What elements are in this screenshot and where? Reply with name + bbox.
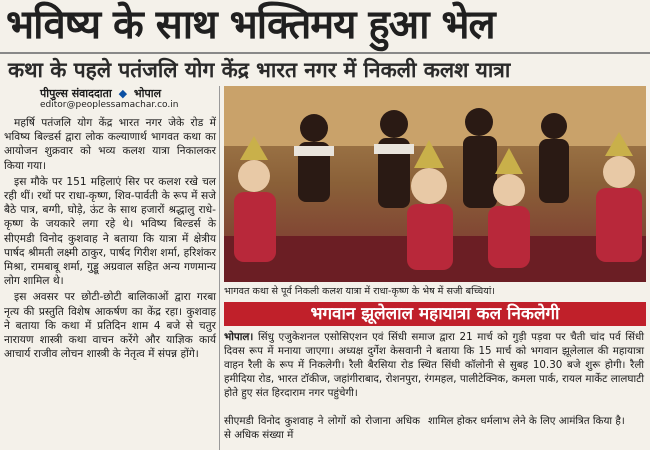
byline-city: भोपाल bbox=[133, 87, 162, 100]
paragraph: सिंधु एजुकेशनल एसोसिएशन एवं सिंधी समाज द्वारा 21 मार्च को गुड़ी पड़वा पर चैती चांद पर्व सिंधी दिवस रूप में मनाया जाएगा। अध्यक्ष दुर्गेश केसवानी ने बताया कि 15 मार्च को भगवान झूलेलाल की महायात्रा वाहन रैली के रूप में निकलेगी। रैली बैरसिया रोड स्थित सिंधी कॉलोनी से सुबह 10.30 बजे शुरू होगी। रैली हमीदिया रोड, भारत टॉकीज, जहांगीराबाद, रोशनपुरा, रंगमहल, पालीटेक्निक, कमला पार्क, रायल मार्केट लालघाटी होते हुए संत हिरदाराम नगर पहुंचेगी। bbox=[224, 331, 644, 399]
byline-reporter: पीपुल्स संवाददाता bbox=[40, 87, 112, 100]
subheadline: कथा के पहले पतंजलि योग केंद्र भारत नगर में निकली कलश यात्रा bbox=[8, 58, 511, 82]
headline-rule bbox=[0, 52, 650, 54]
paragraph: महर्षि पतंजलि योग केंद्र भारत नगर जेके रोड में भविष्य बिल्डर्स द्वारा लोक कल्याणार्थ भागवत कथा का आयोजन शुक्रवार को भव्य कलश यात्रा निकालकर किया गया। bbox=[4, 117, 216, 172]
dateline: भोपाल। bbox=[224, 331, 254, 343]
photo-caption: भागवत कथा से पूर्व निकली कलश यात्रा में राधा-कृष्ण के भेष में सजी बच्चियां। bbox=[224, 286, 495, 297]
byline-email[interactable]: editor@peoplessamachar.co.in bbox=[40, 100, 179, 110]
article-left-column bbox=[4, 116, 216, 450]
paragraph: इस मौके पर 151 महिलाएं सिर पर कलश रखे चल रही थीं। रथों पर राधा-कृष्ण, शिव-पार्वती के रूप में सजे बैठे पात्र, बग्गी, घोड़े, ऊंट के साथ हजारों श्रद्धालु राधे-कृष्ण के जयकारे लगा रहे थे। भविष्य बिल्डर्स के सीएमडी विनोद कुशवाह ने बताया कि यात्रा में क्षेत्रीय पार्षद श्रीमती लक्ष्मी ठाकुर, पार्षद गिरीश शर्मा, हरिशंकर मिश्रा, रामबाबू शर्मा, गुड्डू अग्रवाल सहित अन्य गणमान्य लोग शामिल थे। bbox=[4, 175, 216, 288]
headline: भविष्य के साथ भक्तिमय हुआ भेल bbox=[6, 2, 495, 48]
bullet-icon: ◆ bbox=[118, 87, 128, 100]
article-right-column bbox=[224, 330, 644, 410]
event-photo-illustration bbox=[224, 86, 646, 282]
article-continuation-a: सीएमडी विनोद कुशवाह ने लोगों को रोजाना अधिक से अधिक संख्या में bbox=[224, 415, 420, 441]
secondary-headline-banner: भगवान झूलेलाल महायात्रा कल निकलेगी bbox=[224, 302, 646, 326]
byline bbox=[40, 86, 161, 101]
event-photo bbox=[224, 86, 646, 282]
paragraph: इस अवसर पर छोटी-छोटी बालिकाओं द्वारा गरबा नृत्य की प्रस्तुति विशेष आकर्षण का केंद्र रहा। कुशवाह ने बताया कि कथा में प्रतिदिन शाम 4 बजे से चतुर नारायण शास्त्री कथा वाचन करेंगे और याज्ञिक कार्य आचार्य राजीव लोचन शास्त्री के नेतृत्व में संपन्न होंगे। bbox=[4, 291, 216, 361]
article-continuation-b: शामिल होकर धर्मलाभ लेने के लिए आमंत्रित किया है। bbox=[428, 415, 625, 427]
column-divider bbox=[219, 86, 220, 450]
